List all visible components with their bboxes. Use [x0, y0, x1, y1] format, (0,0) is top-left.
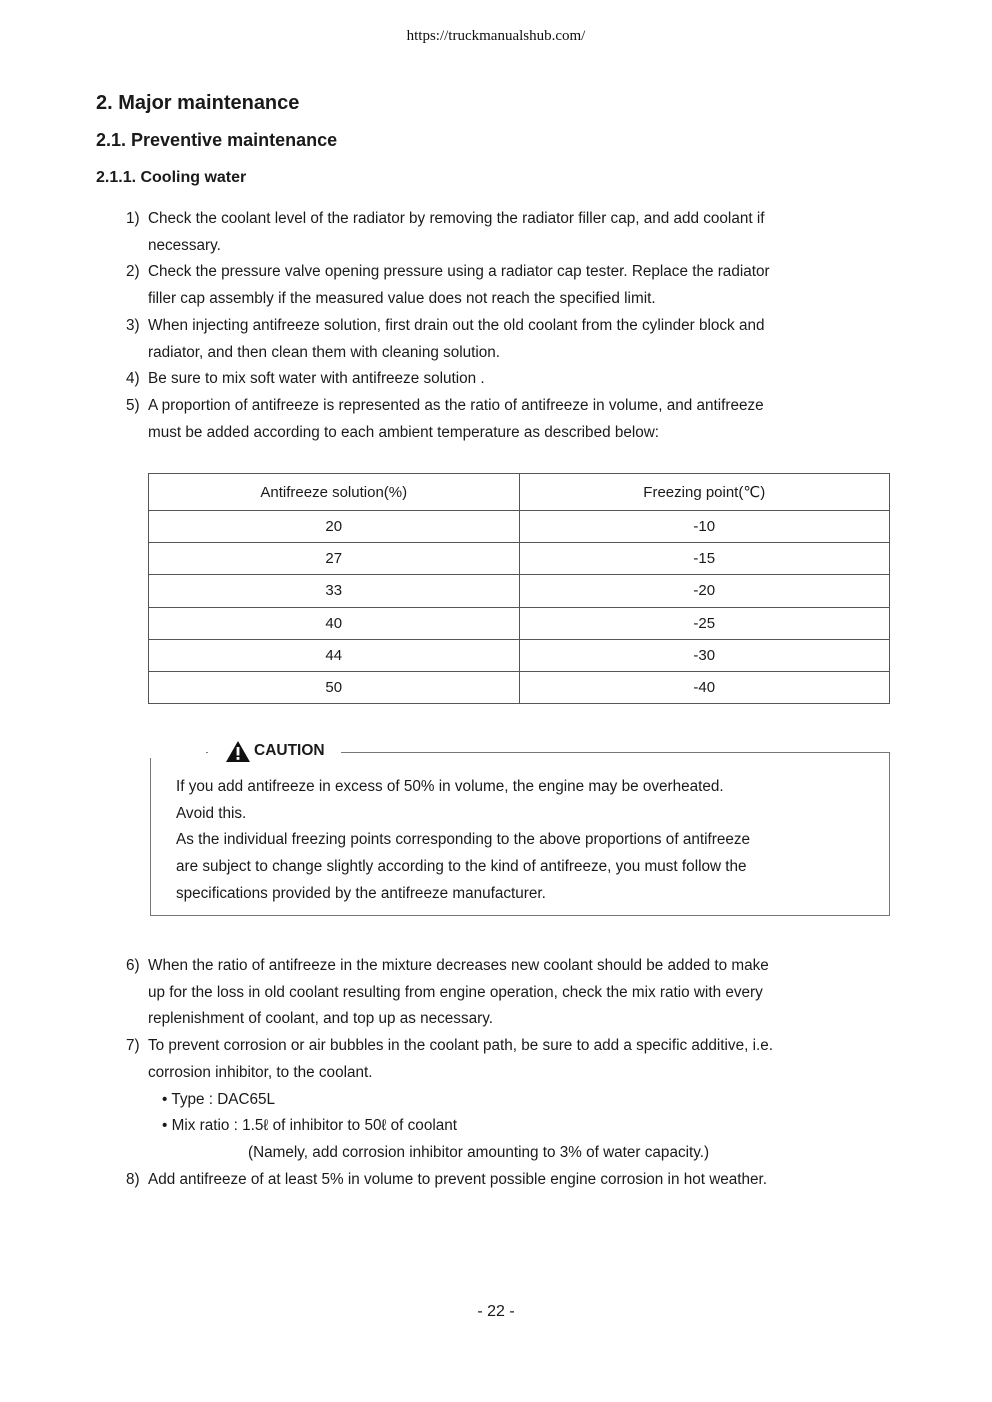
table-cell: 33 [149, 575, 520, 607]
caution-line: specifications provided by the antifreeze manufacturer. [176, 884, 546, 902]
caution-label: CAUTION [254, 742, 325, 759]
table-row [149, 671, 890, 703]
antifreeze-table [148, 473, 890, 704]
table-header-cell: Freezing point(℃) [519, 474, 890, 511]
step-text-line: up for the loss in old coolant resulting from engine operation, check the mix ratio with every [148, 983, 763, 1001]
table-header-cell: Antifreeze solution(%) [149, 474, 520, 511]
step-text-line: necessary. [148, 236, 221, 254]
step-6 [126, 953, 901, 1033]
table-row [149, 639, 890, 671]
step-text-line: Be sure to mix soft water with antifreeze solution . [148, 370, 485, 388]
bullet-mix-ratio: • Mix ratio : 1.5ℓ of inhibitor to 50ℓ of coolant [162, 1117, 457, 1135]
caution-body [176, 774, 876, 908]
step-number: 7) [126, 1037, 140, 1055]
step-text-line: When the ratio of antifreeze in the mixture decreases new coolant should be added to make [148, 957, 769, 974]
step-5 [126, 393, 901, 446]
table-cell: -10 [519, 511, 890, 543]
mix-ratio-note: (Namely, add corrosion inhibitor amounting to 3% of water capacity.) [248, 1143, 710, 1161]
step-text-line: replenishment of coolant, and top up as necessary. [148, 1010, 493, 1028]
step-number: 2) [126, 263, 140, 281]
table-cell: -30 [519, 639, 890, 671]
steps-list-b [126, 953, 901, 1193]
subsubsection-heading: 2.1.1. Cooling water [96, 169, 247, 186]
table-row [149, 607, 890, 639]
step-3 [126, 313, 901, 366]
caution-line: If you add antifreeze in excess of 50% in volume, the engine may be overheated. [176, 778, 724, 795]
step-text-line: To prevent corrosion or air bubbles in the coolant path, be sure to add a specific additive, i.e. [148, 1037, 773, 1055]
step-4 [126, 366, 901, 393]
table-cell: -15 [519, 543, 890, 575]
step-text-line: corrosion inhibitor, to the coolant. [148, 1063, 373, 1081]
step-7 [126, 1033, 901, 1086]
warning-icon [226, 741, 250, 762]
steps-list-a [126, 206, 901, 446]
step-number: 8) [126, 1170, 140, 1188]
step-1 [126, 206, 901, 259]
section-heading: 2. Major maintenance [96, 92, 300, 114]
subsection-heading: 2.1. Preventive maintenance [96, 130, 338, 150]
page-number: - 22 - [477, 1303, 515, 1320]
table-row [149, 543, 890, 575]
table-row [149, 511, 890, 543]
table-row [149, 575, 890, 607]
caution-line: As the individual freezing points corresponding to the above proportions of antifreeze [176, 831, 750, 849]
step-text-line: radiator, and then clean them with cleaning solution. [148, 343, 501, 361]
step-text-line: Add antifreeze of at least 5% in volume to prevent possible engine corrosion in hot weather. [148, 1170, 768, 1188]
step-2 [126, 259, 901, 312]
bullet-type: • Type : DAC65L [162, 1090, 276, 1108]
table-cell: 50 [149, 671, 520, 703]
step-number: 4) [126, 370, 140, 388]
table-cell: 40 [149, 607, 520, 639]
step-text-line: A proportion of antifreeze is represented as the ratio of antifreeze in volume, and antifreeze [148, 396, 764, 414]
caution-line: Avoid this. [176, 804, 247, 822]
step-text-line: must be added according to each ambient temperature as described below: [148, 423, 660, 441]
step-number: 5) [126, 396, 140, 414]
table-cell: 44 [149, 639, 520, 671]
table-cell: -20 [519, 575, 890, 607]
step-8 [126, 1167, 901, 1194]
caution-border-gap [150, 744, 206, 758]
step-number: 3) [126, 316, 140, 334]
header-url: https://truckmanualshub.com/ [406, 28, 586, 44]
table-cell: -25 [519, 607, 890, 639]
caution-title [208, 740, 341, 762]
table-cell: 20 [149, 511, 520, 543]
step-text-line: filler cap assembly if the measured value does not reach the specified limit. [148, 290, 656, 308]
caution-line: are subject to change slightly according to the kind of antifreeze, you must follow the [176, 858, 747, 876]
table-cell: -40 [519, 671, 890, 703]
table-cell: 27 [149, 543, 520, 575]
table-header-row [149, 474, 890, 511]
step-number: 1) [126, 210, 140, 227]
step-text-line: Check the coolant level of the radiator by removing the radiator filler cap, and add coolant if [148, 210, 765, 227]
step-text-line: Check the pressure valve opening pressure using a radiator cap tester. Replace the radiator [148, 263, 770, 281]
step-text-line: When injecting antifreeze solution, first drain out the old coolant from the cylinder block and [148, 316, 765, 334]
step-number: 6) [126, 957, 140, 974]
